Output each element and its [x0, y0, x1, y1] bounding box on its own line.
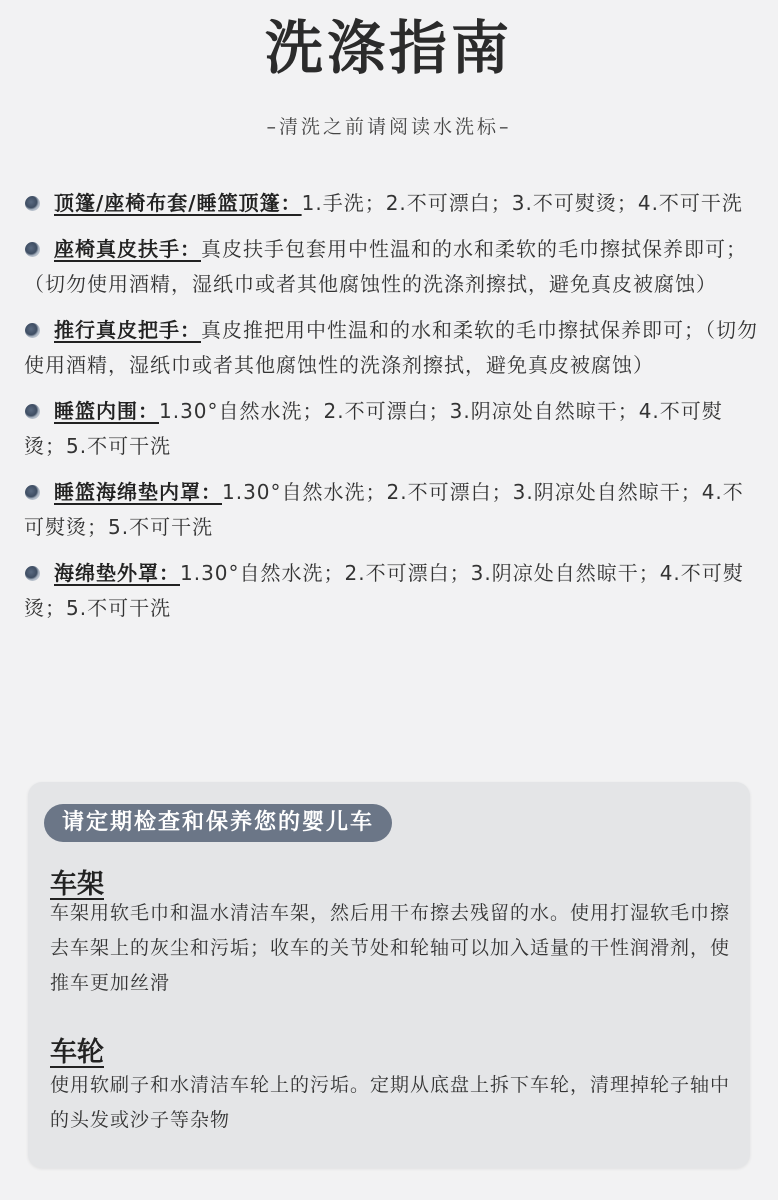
item-label: 座椅真皮扶手： [54, 237, 201, 261]
frame-heading: 车架 [50, 869, 104, 900]
page-title: 洗涤指南 [264, 14, 513, 82]
page-subtitle: –清洗之前请阅读水洗标– [266, 116, 512, 138]
item-desc: 真皮推把用中性温和的水和柔软的毛巾擦拭保养即可；（切勿使用酒精，湿纸巾或者其他腐蚀性的洗涤剂擦拭，避免真皮被腐蚀） [24, 318, 758, 377]
wheel-heading: 车轮 [50, 1037, 104, 1068]
item-label: 睡篮内围： [54, 399, 159, 423]
item-desc: 1.手洗；2.不可漂白；3.不可熨烫；4.不可干洗 [301, 191, 743, 215]
item-label: 推行真皮把手： [54, 318, 201, 342]
item-desc: 真皮扶手包套用中性温和的水和柔软的毛巾擦拭保养即可；（切勿使用酒精，湿纸巾或者其他腐蚀性的洗涤剂擦拭，避免真皮被腐蚀） [24, 237, 747, 296]
wheel-text: 使用软刷子和水清洁车轮上的污垢。定期从底盘上拆下车轮，清理掉轮子轴中的头发或沙子等杂物 [50, 1074, 731, 1131]
item-desc: 1.30°自然水洗；2.不可漂白；3.阴凉处自然晾干；4.不可熨烫；5.不可干洗 [24, 399, 723, 458]
bullet-icon [25, 404, 40, 419]
item-label: 海绵垫外罩： [54, 561, 180, 585]
item-label: 睡篮海绵垫内罩： [54, 480, 222, 504]
bullet-icon [25, 485, 40, 500]
bullet-icon [25, 566, 40, 581]
list-item-bassinet-liner [24, 394, 760, 464]
maintenance-card [28, 782, 750, 1168]
list-item-handle [24, 313, 760, 383]
bullet-icon [25, 242, 40, 257]
list-item-sponge-outer-cover [24, 556, 760, 626]
bullet-icon [25, 196, 40, 211]
care-instruction-list [24, 186, 760, 637]
list-item-sponge-inner-cover [24, 475, 760, 545]
item-desc: 1.30°自然水洗；2.不可漂白；3.阴凉处自然晾干；4.不可熨烫；5.不可干洗 [24, 561, 744, 620]
item-label: 顶篷/座椅布套/睡篮顶篷： [54, 191, 302, 215]
maintenance-badge: 请定期检查和保养您的婴儿车 [44, 804, 392, 842]
list-item-armrest [24, 232, 760, 302]
frame-text: 车架用软毛巾和温水清洁车架，然后用干布擦去残留的水。使用打湿软毛巾擦去车架上的灰尘和污垢；收车的关节处和轮轴可以加入适量的干性润滑剂，使推车更加丝滑 [50, 902, 731, 994]
list-item-canopy [24, 186, 760, 221]
bullet-icon [25, 323, 40, 338]
item-desc: 1.30°自然水洗；2.不可漂白；3.阴凉处自然晾干；4.不可熨烫；5.不可干洗 [24, 480, 744, 539]
